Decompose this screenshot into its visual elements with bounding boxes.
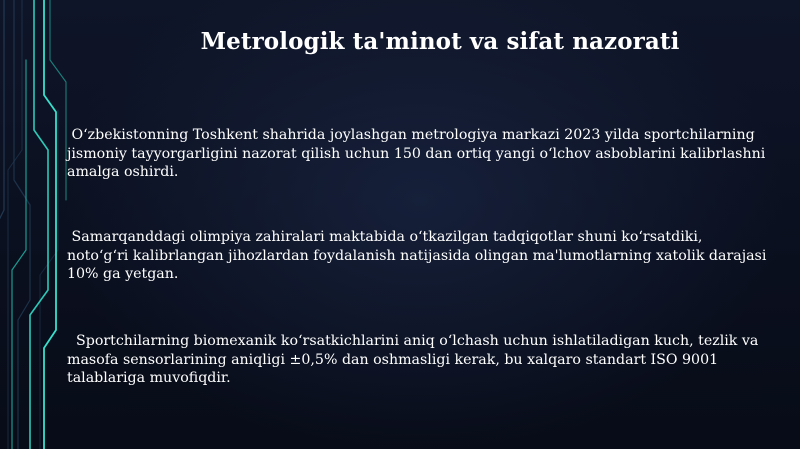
paragraph-sensor-accuracy: Sportchilarning biomexanik ko‘rsatkichlarini aniq o‘lchash uchun ishlatiladigan kuch, tezlik va masofa sensorlarining aniqligi ±0,5% dan oshmasligi kerak, bu xalqaro standart ISO 9001 talablariga muvofiqdir. bbox=[67, 333, 763, 386]
slide-title: Metrologik ta'minot va sifat nazorati bbox=[200, 28, 680, 55]
paragraph-samarkand-research: Samarqanddagi olimpiya zahiralari maktabida o‘tkazilgan tadqiqotlar shuni ko‘rsatdiki, noto‘g‘ri kalibrlangan jihozlardan foydalanish natijasida olingan ma'lumotlarning xatolik darajasi 10% ga yetgan. bbox=[67, 229, 771, 282]
paragraph-tashkent-metrology: O‘zbekistonning Toshkent shahrida joylashgan metrologiya markazi 2023 yilda sportchilarning jismoniy tayyorgarligini nazorat qilish uchun 150 dan ortiq yangi o‘lchov asboblarini kalibrlashni amalga oshirdi. bbox=[67, 127, 770, 180]
